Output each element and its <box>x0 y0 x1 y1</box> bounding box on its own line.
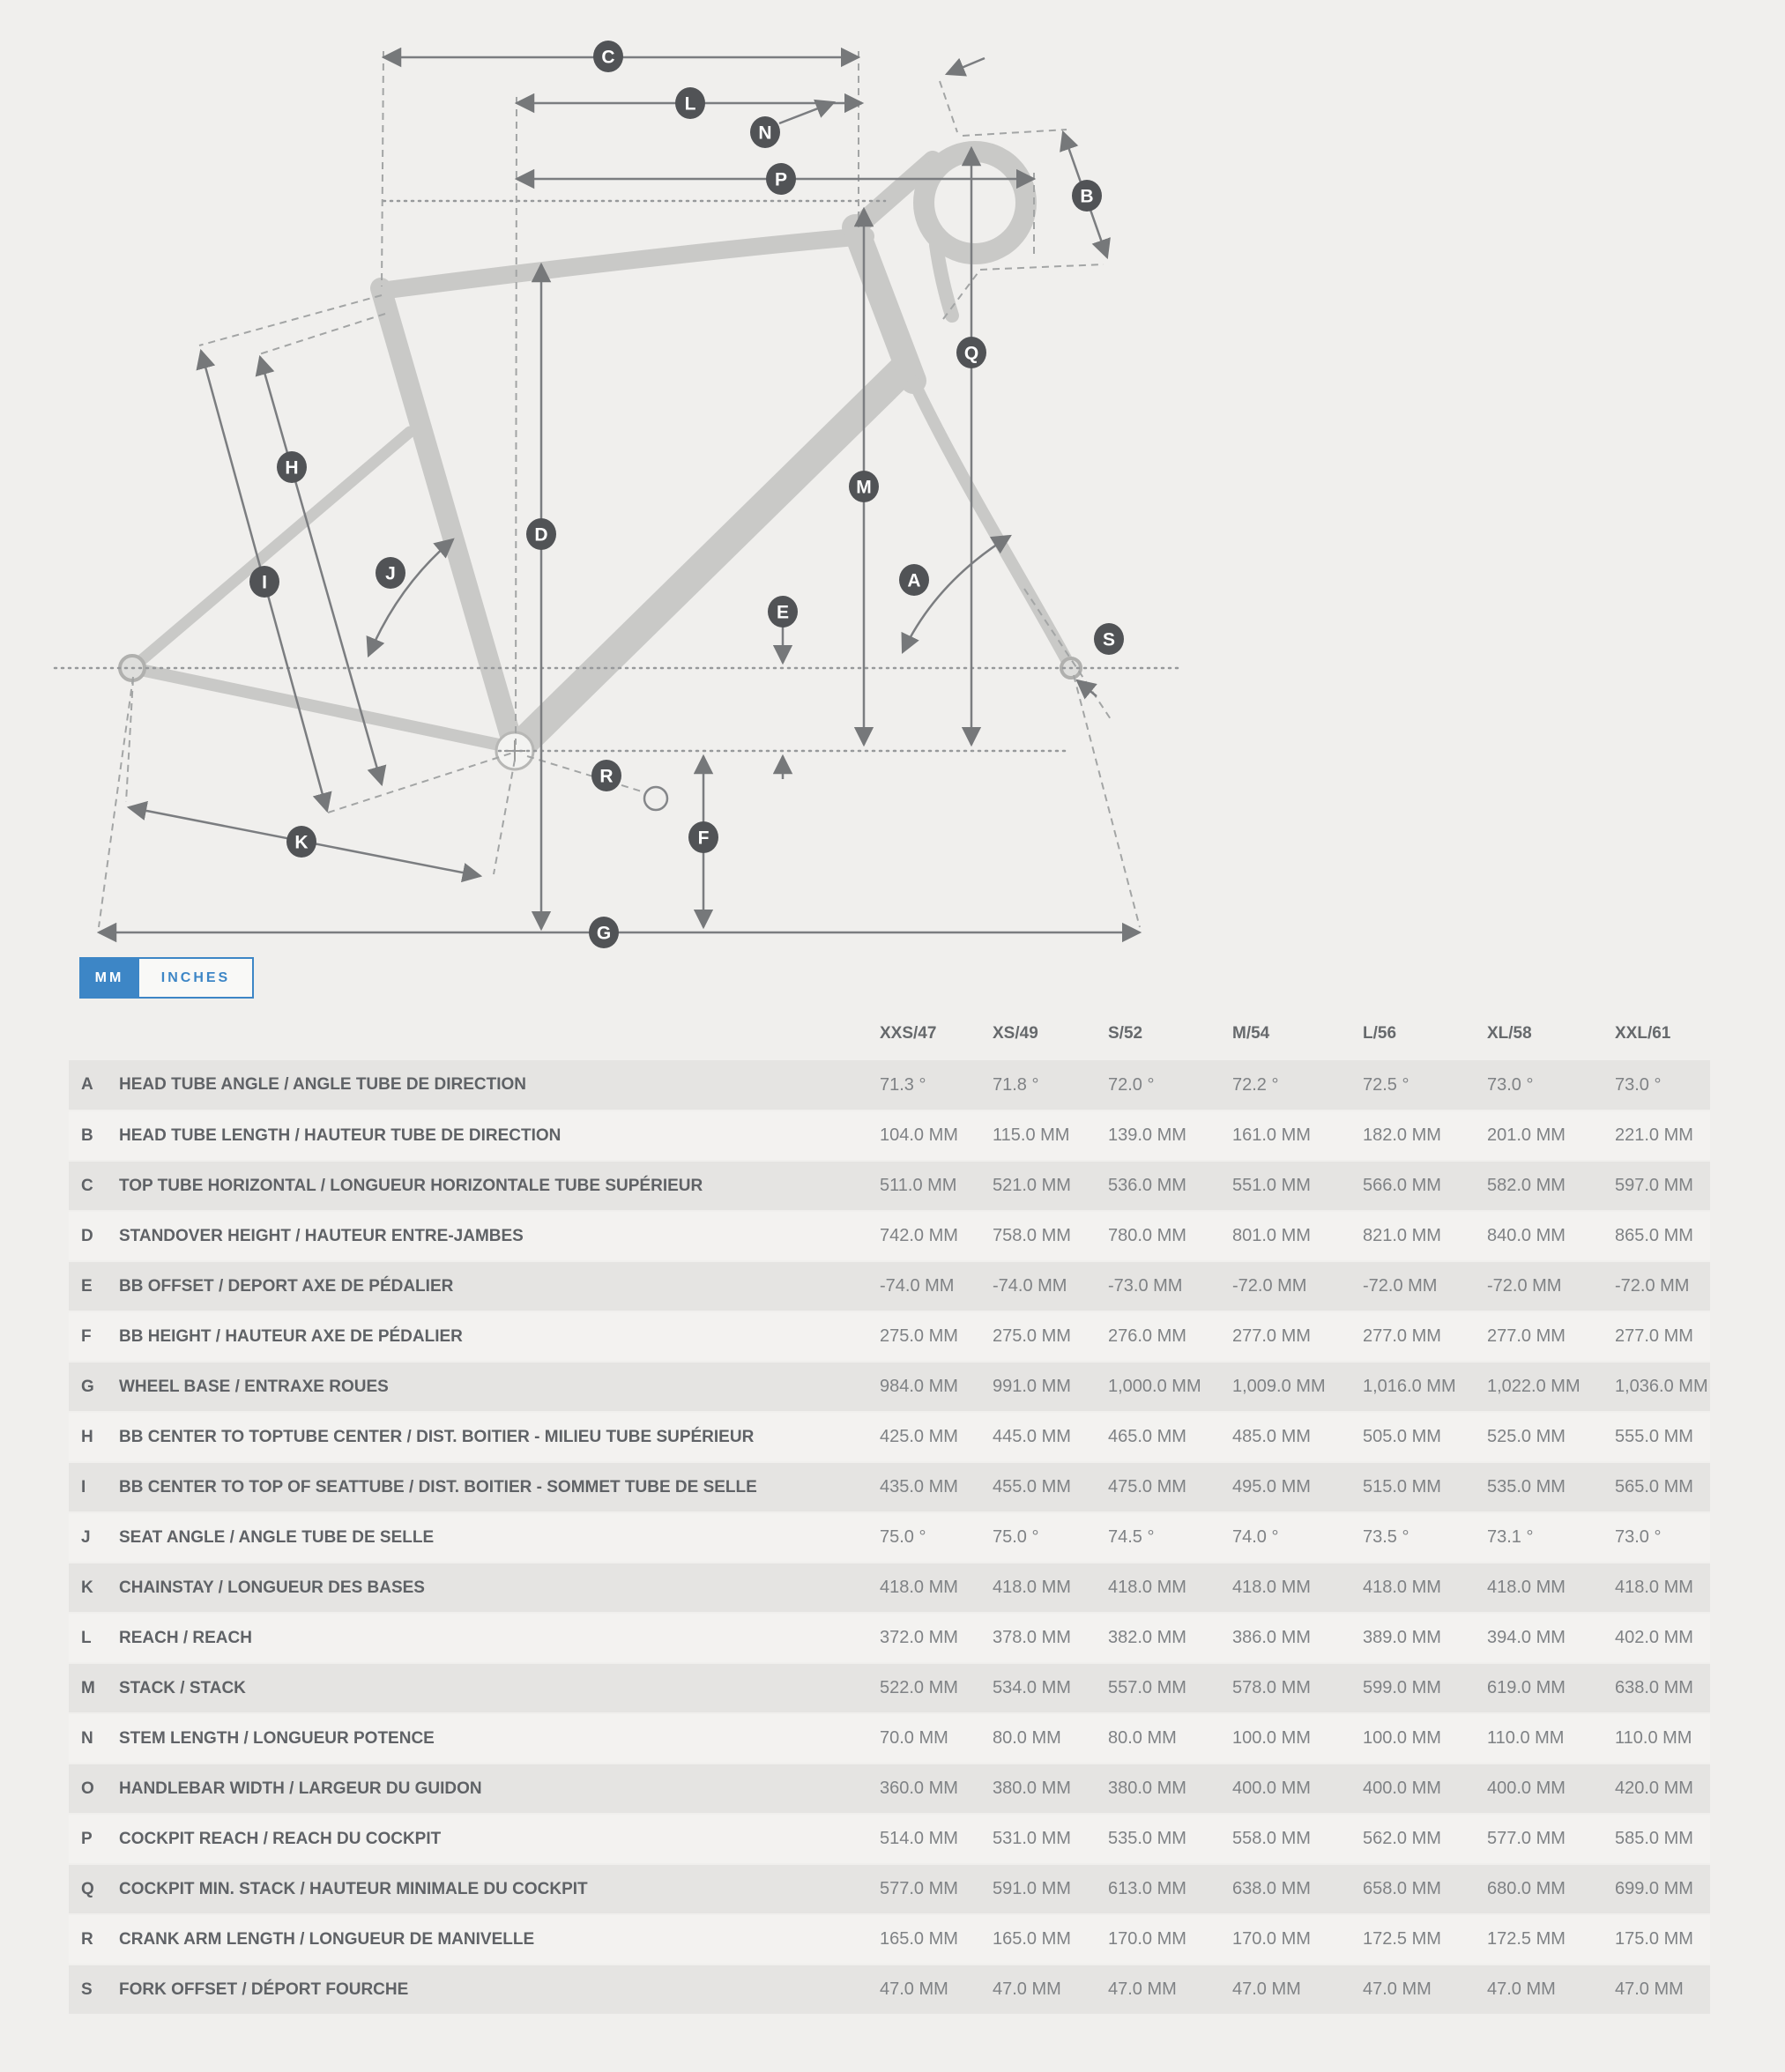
svg-text:C: C <box>601 47 615 68</box>
geometry-value: 558.0 MM <box>1232 1829 1311 1848</box>
row-letter: I <box>81 1477 86 1496</box>
row-label: SEAT ANGLE / ANGLE TUBE DE SELLE <box>119 1527 435 1547</box>
geometry-value: 455.0 MM <box>993 1477 1071 1496</box>
geometry-value: 73.0 ° <box>1487 1074 1534 1095</box>
geometry-value: 801.0 MM <box>1232 1226 1311 1245</box>
row-label: REACH / REACH <box>119 1628 252 1647</box>
geometry-value: -73.0 MM <box>1108 1276 1183 1296</box>
geometry-value: 485.0 MM <box>1232 1427 1311 1446</box>
geometry-diagram <box>0 0 1785 952</box>
geometry-value: 47.0 MM <box>1615 1979 1684 1999</box>
geometry-value: 562.0 MM <box>1363 1829 1441 1848</box>
size-column-header: S/52 <box>1108 1023 1143 1043</box>
geometry-value: 71.8 ° <box>993 1074 1039 1095</box>
geometry-value: 780.0 MM <box>1108 1226 1186 1245</box>
geometry-value: 47.0 MM <box>1487 1979 1556 1999</box>
geometry-value: 638.0 MM <box>1232 1879 1311 1898</box>
table-row-O <box>69 1764 1710 1814</box>
row-letter: A <box>81 1075 93 1094</box>
geometry-value: 578.0 MM <box>1232 1678 1311 1697</box>
geometry-value: 658.0 MM <box>1363 1879 1441 1898</box>
geometry-value: 599.0 MM <box>1363 1678 1441 1697</box>
geometry-table <box>69 1006 1710 2016</box>
dimension-badge-C <box>593 41 623 72</box>
svg-text:N: N <box>758 123 772 144</box>
geometry-value: 389.0 MM <box>1363 1628 1441 1647</box>
geometry-value: 72.5 ° <box>1363 1074 1409 1095</box>
geometry-value: -72.0 MM <box>1363 1276 1438 1296</box>
geometry-value: 613.0 MM <box>1108 1879 1186 1898</box>
geometry-value: 1,009.0 MM <box>1232 1377 1326 1396</box>
dimension-badge-Q <box>956 337 986 368</box>
geometry-value: 535.0 MM <box>1487 1477 1566 1496</box>
dimension-badge-B <box>1072 180 1102 212</box>
geometry-value: 821.0 MM <box>1363 1226 1441 1245</box>
geometry-value: 531.0 MM <box>993 1829 1071 1848</box>
geometry-value: 277.0 MM <box>1615 1326 1693 1346</box>
dimension-badge-S <box>1094 623 1124 655</box>
down-tube <box>518 370 903 747</box>
guide-lines <box>99 51 1140 927</box>
row-label: CRANK ARM LENGTH / LONGUEUR DE MANIVELLE <box>119 1929 535 1949</box>
geometry-value: 495.0 MM <box>1232 1477 1311 1496</box>
table-row-L <box>69 1613 1710 1663</box>
row-letter: M <box>81 1678 95 1697</box>
geometry-value: 400.0 MM <box>1363 1779 1441 1798</box>
geometry-value: 172.5 MM <box>1487 1929 1566 1949</box>
svg-text:F: F <box>697 828 710 849</box>
row-letter: R <box>81 1929 93 1949</box>
svg-text:L: L <box>684 93 696 115</box>
geometry-value: 277.0 MM <box>1363 1326 1441 1346</box>
geometry-value: 380.0 MM <box>993 1779 1071 1798</box>
table-row-A <box>69 1060 1710 1110</box>
geometry-value: -72.0 MM <box>1615 1276 1690 1296</box>
dimension-badge-R <box>591 760 621 791</box>
geometry-value: 80.0 MM <box>1108 1728 1177 1748</box>
header-spacer <box>118 1006 880 1060</box>
table-row-R <box>69 1914 1710 1964</box>
geometry-value: 386.0 MM <box>1232 1628 1311 1647</box>
geometry-value: 425.0 MM <box>880 1427 958 1446</box>
geometry-value: 680.0 MM <box>1487 1879 1566 1898</box>
table-row-C <box>69 1161 1710 1211</box>
geometry-value: 380.0 MM <box>1108 1779 1186 1798</box>
row-letter: O <box>81 1779 94 1798</box>
seat-stay <box>132 432 410 668</box>
row-label: FORK OFFSET / DÉPORT FOURCHE <box>119 1979 409 1999</box>
geometry-value: 47.0 MM <box>1363 1979 1432 1999</box>
geometry-value: 418.0 MM <box>993 1578 1071 1597</box>
geometry-value: 277.0 MM <box>1487 1326 1566 1346</box>
geometry-value: 276.0 MM <box>1108 1326 1186 1346</box>
table-row-G <box>69 1362 1710 1412</box>
dimension-badge-P <box>766 163 796 195</box>
row-label: COCKPIT REACH / REACH DU COCKPIT <box>119 1829 442 1848</box>
row-letter: K <box>81 1578 93 1597</box>
pedal-circle <box>644 787 667 810</box>
geometry-table-body <box>69 1060 1710 2015</box>
table-row-Q <box>69 1864 1710 1914</box>
geometry-value: 445.0 MM <box>993 1427 1071 1446</box>
geometry-value: 555.0 MM <box>1615 1427 1693 1446</box>
geometry-value: -74.0 MM <box>993 1276 1067 1296</box>
row-letter: H <box>81 1427 93 1446</box>
dim-N <box>779 102 834 123</box>
size-column-header: XL/58 <box>1487 1023 1532 1043</box>
geometry-value: 72.0 ° <box>1108 1074 1155 1095</box>
geometry-value: 514.0 MM <box>880 1829 958 1848</box>
geometry-value: 418.0 MM <box>1108 1578 1186 1597</box>
dimension-badge-E <box>768 596 798 628</box>
row-letter: P <box>81 1829 93 1848</box>
size-column-header: L/56 <box>1363 1023 1397 1043</box>
geometry-value: 465.0 MM <box>1108 1427 1186 1446</box>
geometry-value: 522.0 MM <box>880 1678 958 1697</box>
geometry-value: 47.0 MM <box>880 1979 948 1999</box>
svg-text:Q: Q <box>963 343 979 364</box>
svg-text:R: R <box>599 766 614 787</box>
dimension-badge-A <box>899 564 929 596</box>
geometry-value: 758.0 MM <box>993 1226 1071 1245</box>
table-row-M <box>69 1663 1710 1713</box>
geometry-value: 638.0 MM <box>1615 1678 1693 1697</box>
table-row-D <box>69 1211 1710 1261</box>
svg-text:S: S <box>1102 629 1116 650</box>
dimension-badge-I <box>249 566 279 598</box>
geometry-value: 475.0 MM <box>1108 1477 1186 1496</box>
svg-text:D: D <box>534 524 548 546</box>
size-header-row <box>69 1006 1710 1060</box>
dimension-badge-H <box>277 451 307 483</box>
geometry-value: 400.0 MM <box>1487 1779 1566 1798</box>
geometry-value: 865.0 MM <box>1615 1226 1693 1245</box>
dimension-badge-N <box>750 116 780 148</box>
geometry-value: 565.0 MM <box>1615 1477 1693 1496</box>
row-letter: G <box>81 1377 94 1396</box>
geometry-value: 71.3 ° <box>880 1074 926 1095</box>
dimension-badge-G <box>589 917 619 948</box>
geometry-value: 418.0 MM <box>1363 1578 1441 1597</box>
dimension-arrows <box>99 57 1140 932</box>
row-letter: L <box>81 1628 92 1647</box>
svg-text:I: I <box>262 572 267 593</box>
row-label: BB OFFSET / DEPORT AXE DE PÉDALIER <box>119 1276 454 1296</box>
geometry-value: 170.0 MM <box>1108 1929 1186 1949</box>
geometry-value: 182.0 MM <box>1363 1125 1441 1145</box>
top-tube <box>381 236 866 291</box>
geometry-value: 420.0 MM <box>1615 1779 1693 1798</box>
table-row-J <box>69 1512 1710 1563</box>
geometry-value: 72.2 ° <box>1232 1074 1279 1095</box>
table-row-S <box>69 1964 1710 2015</box>
svg-text:P: P <box>774 169 788 190</box>
geometry-value: 557.0 MM <box>1108 1678 1186 1697</box>
row-letter: F <box>81 1326 92 1346</box>
geometry-value: 47.0 MM <box>1108 1979 1177 1999</box>
geometry-value: 110.0 MM <box>1615 1728 1692 1748</box>
svg-text:G: G <box>596 923 612 944</box>
geometry-value: 47.0 MM <box>1232 1979 1301 1999</box>
geometry-value: 75.0 ° <box>880 1527 926 1547</box>
bike-frame <box>132 152 1071 751</box>
geometry-value: 525.0 MM <box>1487 1427 1566 1446</box>
row-letter: D <box>81 1226 93 1245</box>
geometry-value: 418.0 MM <box>1232 1578 1311 1597</box>
inches-toggle-button[interactable]: INCHES <box>139 957 254 999</box>
dimension-badges <box>249 41 1124 948</box>
geometry-value: 577.0 MM <box>1487 1829 1566 1848</box>
row-letter: C <box>81 1176 93 1195</box>
row-label: HEAD TUBE LENGTH / HAUTEUR TUBE DE DIRECTION <box>119 1125 562 1145</box>
geometry-value: 175.0 MM <box>1615 1929 1693 1949</box>
dim-steerer-pointer <box>947 58 985 74</box>
row-letter: J <box>81 1527 91 1547</box>
geometry-value: 585.0 MM <box>1615 1829 1693 1848</box>
geometry-value: 275.0 MM <box>993 1326 1071 1346</box>
geometry-value: 521.0 MM <box>993 1176 1071 1195</box>
row-label: COCKPIT MIN. STACK / HAUTEUR MINIMALE DU COCKPIT <box>119 1879 588 1898</box>
dimension-badge-D <box>526 518 556 550</box>
row-letter: N <box>81 1728 93 1748</box>
geometry-value: 73.0 ° <box>1615 1527 1662 1547</box>
geometry-value: 535.0 MM <box>1108 1829 1186 1848</box>
dim-H <box>260 357 382 784</box>
geometry-value: 221.0 MM <box>1615 1125 1693 1145</box>
geometry-value: 115.0 MM <box>993 1125 1070 1145</box>
geometry-value: 577.0 MM <box>880 1879 958 1898</box>
geometry-value: 360.0 MM <box>880 1779 958 1798</box>
geometry-value: 80.0 MM <box>993 1728 1061 1748</box>
table-row-I <box>69 1462 1710 1512</box>
geometry-value: 382.0 MM <box>1108 1628 1186 1647</box>
row-label: CHAINSTAY / LONGUEUR DES BASES <box>119 1578 425 1597</box>
geometry-value: 511.0 MM <box>880 1176 957 1195</box>
table-row-N <box>69 1713 1710 1764</box>
row-label: WHEEL BASE / ENTRAXE ROUES <box>119 1377 389 1396</box>
geometry-value: 1,000.0 MM <box>1108 1377 1201 1396</box>
geometry-value: 172.5 MM <box>1363 1929 1441 1949</box>
geometry-value: 418.0 MM <box>1615 1578 1693 1597</box>
geometry-value: 73.0 ° <box>1615 1074 1662 1095</box>
geometry-value: 75.0 ° <box>993 1527 1039 1547</box>
geometry-value: 1,016.0 MM <box>1363 1377 1456 1396</box>
geometry-value: 515.0 MM <box>1363 1477 1441 1496</box>
svg-text:K: K <box>294 832 309 853</box>
geometry-value: 984.0 MM <box>880 1377 958 1396</box>
geometry-value: 582.0 MM <box>1487 1176 1566 1195</box>
row-label: STACK / STACK <box>119 1678 246 1697</box>
geometry-value: 104.0 MM <box>880 1125 958 1145</box>
geometry-value: 418.0 MM <box>880 1578 958 1597</box>
row-label: HANDLEBAR WIDTH / LARGEUR DU GUIDON <box>119 1779 482 1798</box>
geometry-value: 165.0 MM <box>880 1929 958 1949</box>
dimension-badge-F <box>688 821 718 853</box>
geometry-value: 1,022.0 MM <box>1487 1377 1580 1396</box>
geometry-value: -74.0 MM <box>880 1276 955 1296</box>
unit-toggle <box>79 957 254 999</box>
geometry-value: 991.0 MM <box>993 1377 1071 1396</box>
geometry-value: 394.0 MM <box>1487 1628 1566 1647</box>
geometry-value: 73.1 ° <box>1487 1527 1534 1547</box>
svg-text:J: J <box>385 563 396 584</box>
row-letter: Q <box>81 1879 94 1898</box>
geometry-value: 378.0 MM <box>993 1628 1071 1647</box>
row-letter: S <box>81 1979 93 1999</box>
geometry-value: 170.0 MM <box>1232 1929 1311 1949</box>
dimension-badge-K <box>286 826 316 858</box>
geometry-value: 840.0 MM <box>1487 1226 1566 1245</box>
table-row-K <box>69 1563 1710 1613</box>
geometry-value: 74.5 ° <box>1108 1527 1155 1547</box>
svg-text:E: E <box>776 602 790 623</box>
row-label: TOP TUBE HORIZONTAL / LONGUEUR HORIZONTALE TUBE SUPÉRIEUR <box>119 1176 703 1195</box>
table-row-F <box>69 1311 1710 1362</box>
geometry-value: 534.0 MM <box>993 1678 1071 1697</box>
row-letter: E <box>81 1276 93 1296</box>
svg-text:M: M <box>856 477 872 498</box>
geometry-value: 277.0 MM <box>1232 1326 1311 1346</box>
row-letter: B <box>81 1125 93 1145</box>
row-label: HEAD TUBE ANGLE / ANGLE TUBE DE DIRECTION <box>119 1075 526 1094</box>
row-label: BB HEIGHT / HAUTEUR AXE DE PÉDALIER <box>119 1326 463 1346</box>
size-column-header: XXS/47 <box>880 1023 937 1043</box>
table-row-P <box>69 1814 1710 1864</box>
geometry-value: 435.0 MM <box>880 1477 958 1496</box>
mm-toggle-button[interactable]: MM <box>79 957 139 999</box>
svg-text:H: H <box>285 457 299 479</box>
dimension-badge-J <box>376 557 405 589</box>
row-label: STEM LENGTH / LONGUEUR POTENCE <box>119 1728 435 1748</box>
dim-J-arc <box>368 539 453 656</box>
size-column-header: XS/49 <box>993 1023 1038 1043</box>
geometry-value: 110.0 MM <box>1487 1728 1565 1748</box>
dimension-badge-L <box>675 87 705 119</box>
geometry-value: 505.0 MM <box>1363 1427 1441 1446</box>
geometry-value: 165.0 MM <box>993 1929 1071 1949</box>
table-row-B <box>69 1110 1710 1161</box>
chain-stay <box>132 668 499 745</box>
geometry-value: 1,036.0 MM <box>1615 1377 1708 1396</box>
geometry-value: 566.0 MM <box>1363 1176 1441 1195</box>
geometry-value: 275.0 MM <box>880 1326 958 1346</box>
row-label: BB CENTER TO TOPTUBE CENTER / DIST. BOITIER - MILIEU TUBE SUPÉRIEUR <box>119 1427 755 1446</box>
row-label: BB CENTER TO TOP OF SEATTUBE / DIST. BOITIER - SOMMET TUBE DE SELLE <box>119 1477 757 1496</box>
geometry-value: 73.5 ° <box>1363 1527 1409 1547</box>
handlebar-loop <box>924 152 1026 254</box>
geometry-value: 201.0 MM <box>1487 1125 1566 1145</box>
geometry-value: 699.0 MM <box>1615 1879 1693 1898</box>
size-column-header: M/54 <box>1232 1023 1270 1043</box>
geometry-value: 372.0 MM <box>880 1628 958 1647</box>
table-row-H <box>69 1412 1710 1462</box>
header-spacer <box>69 1006 118 1060</box>
geometry-value: 47.0 MM <box>993 1979 1061 1999</box>
row-label: STANDOVER HEIGHT / HAUTEUR ENTRE-JAMBES <box>119 1226 524 1245</box>
seat-tube <box>381 288 515 751</box>
svg-text:A: A <box>907 570 921 591</box>
bike-frame-diagram-svg <box>0 0 1785 952</box>
geometry-value: 400.0 MM <box>1232 1779 1311 1798</box>
geometry-value: 74.0 ° <box>1232 1527 1279 1547</box>
geometry-value: 418.0 MM <box>1487 1578 1566 1597</box>
geometry-value: -72.0 MM <box>1487 1276 1562 1296</box>
geometry-value: 402.0 MM <box>1615 1628 1693 1647</box>
geometry-value: 70.0 MM <box>880 1728 948 1748</box>
geometry-value: 597.0 MM <box>1615 1176 1693 1195</box>
size-column-header: XXL/61 <box>1615 1023 1671 1043</box>
geometry-value: 536.0 MM <box>1108 1176 1186 1195</box>
geometry-value: 139.0 MM <box>1108 1125 1186 1145</box>
svg-text:B: B <box>1080 186 1094 207</box>
geometry-value: -72.0 MM <box>1232 1276 1307 1296</box>
table-row-E <box>69 1261 1710 1311</box>
geometry-value: 742.0 MM <box>880 1226 958 1245</box>
geometry-value: 100.0 MM <box>1363 1728 1441 1748</box>
geometry-value: 100.0 MM <box>1232 1728 1311 1748</box>
geometry-value: 551.0 MM <box>1232 1176 1311 1195</box>
geometry-value: 591.0 MM <box>993 1879 1071 1898</box>
geometry-value: 161.0 MM <box>1232 1125 1311 1145</box>
geometry-value: 619.0 MM <box>1487 1678 1566 1697</box>
dimension-badge-M <box>849 471 879 502</box>
